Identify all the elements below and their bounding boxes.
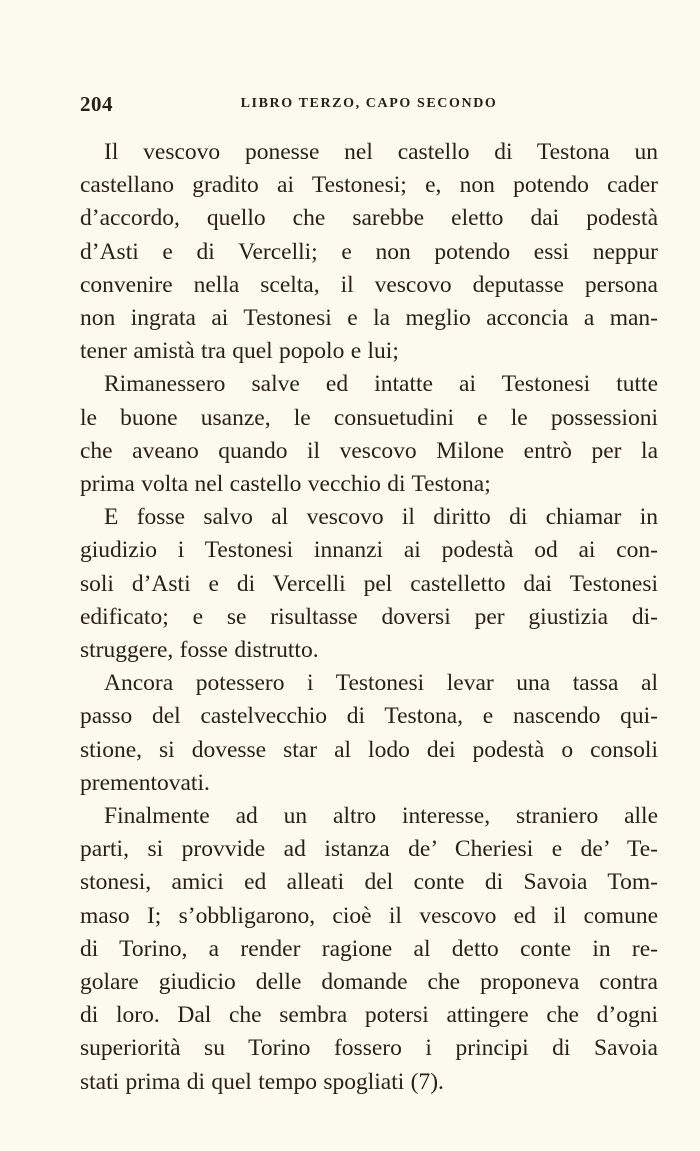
body-text — [80, 136, 658, 1099]
text-line: stione, si dovesse star al lodo dei podestà o consoli — [80, 736, 658, 763]
text-line: passo del castelvecchio di Testona, e nascendo qui- — [80, 703, 658, 730]
text-line: tener amistà tra quel popolo e lui; — [80, 338, 399, 365]
page-number: 204 — [80, 92, 113, 116]
paragraph — [80, 667, 658, 800]
text-line: Il vescovo ponesse nel castello di Testona un — [104, 139, 658, 165]
text-line: E fosse salvo al vescovo il diritto di chiamar in — [104, 504, 658, 531]
text-line: edificato; e se risultasse doversi per giustizia di- — [80, 603, 658, 630]
text-line: di loro. Dal che sembra potersi attingere che d’ogni — [80, 1002, 658, 1029]
text-line: parti, si provvide ad istanza de’ Cheriesi e de’ Te- — [80, 836, 658, 863]
text-line: stonesi, amici ed alleati del conte di Savoia Tom- — [80, 869, 658, 896]
text-line: soli d’Asti e di Vercelli pel castelletto dai Testonesi — [80, 570, 658, 597]
paragraph — [80, 368, 658, 501]
text-line: maso I; s’obbligarono, cioè il vescovo ed il comune — [80, 902, 658, 929]
text-line: struggere, fosse distrutto. — [80, 637, 319, 664]
running-title: LIBRO TERZO, CAPO SECONDO — [240, 96, 498, 111]
running-head — [80, 92, 658, 116]
text-line: d’accordo, quello che sarebbe eletto dai podestà — [80, 205, 658, 232]
text-line: superiorità su Torino fossero i principi di Savoia — [80, 1035, 658, 1062]
text-line: che aveano quando il vescovo Milone entrò per la — [80, 437, 658, 464]
text-line: di Torino, a render ragione al detto conte in re- — [80, 935, 658, 962]
paragraph — [80, 501, 658, 667]
text-line: golare giudicio delle domande che proponeva contra — [80, 969, 658, 996]
text-line: stati prima di quel tempo spogliati (7). — [80, 1068, 444, 1095]
text-line: non ingrata ai Testonesi e la meglio acconcia a man- — [80, 305, 658, 332]
text-line: Finalmente ad un altro interesse, straniero alle — [104, 803, 658, 830]
text-line: Ancora potessero i Testonesi levar una tassa al — [104, 670, 658, 697]
text-line: prima volta nel castello vecchio di Testona; — [80, 471, 491, 498]
text-line: giudizio i Testonesi innanzi ai podestà od ai con- — [80, 537, 658, 564]
text-line: castellano gradito ai Testonesi; e, non potendo cader — [80, 172, 658, 199]
paragraph — [80, 136, 658, 368]
paragraph — [80, 800, 658, 1099]
text-line: d’Asti e di Vercelli; e non potendo essi neppur — [80, 238, 658, 265]
text-line: Rimanessero salve ed intatte ai Testonesi tutte — [104, 371, 658, 398]
text-line: le buone usanze, le consuetudini e le possessioni — [80, 404, 658, 431]
text-line: prementovati. — [80, 769, 210, 796]
text-line: convenire nella scelta, il vescovo deputasse persona — [80, 271, 658, 298]
